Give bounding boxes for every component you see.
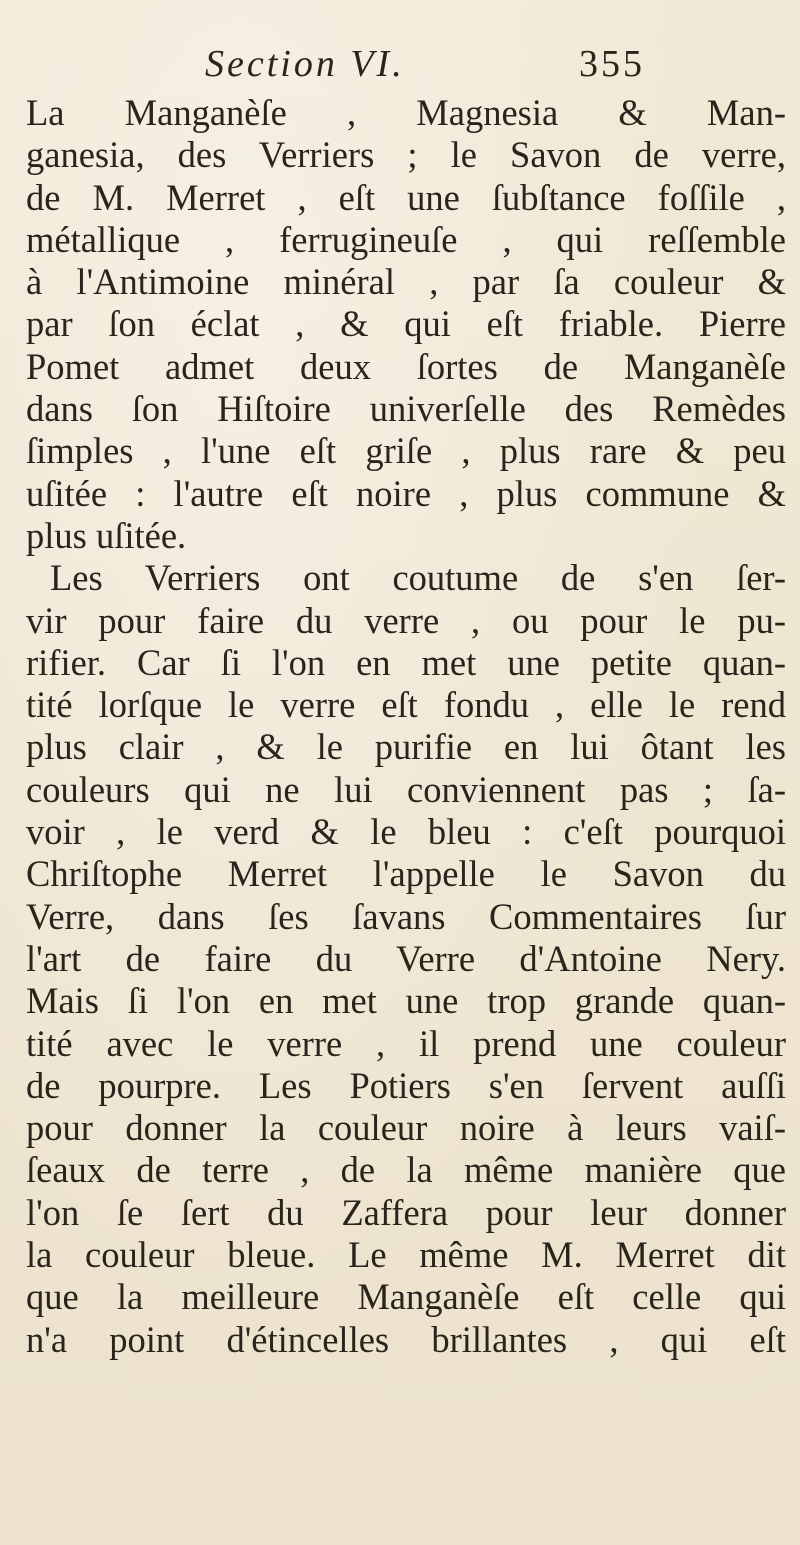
running-header (205, 42, 645, 90)
text-line: l'on ſe ſert du Zaffera pour leur donner (26, 1191, 786, 1233)
text-line: Les Verriers ont coutume de s'en ſer- (50, 557, 786, 599)
text-line: voir , le verd & le bleu : c'eſt pourquoi (26, 811, 786, 853)
text-line: plus clair , & le purifie en lui ôtant les (26, 726, 786, 768)
text-line: Mais ſi l'on en met une trop grande quan- (26, 980, 786, 1022)
text-line: l'art de faire du Verre d'Antoine Nery. (26, 937, 786, 979)
text-line: de pourpre. Les Potiers s'en ſervent auſſi (26, 1064, 786, 1106)
text-line: Verre, dans ſes ſavans Commentaires ſur (26, 895, 786, 937)
section-title: Section VI. (205, 43, 405, 85)
text-line: à l'Antimoine minéral , par ſa couleur & (26, 261, 786, 303)
text-line: de M. Merret , eſt une ſubſtance foſſile , (26, 176, 786, 218)
text-line: tité avec le verre , il prend une couleur (26, 1022, 786, 1064)
text-line: uſitée : l'autre eſt noire , plus commune & (26, 472, 786, 514)
page-number: 355 (579, 43, 645, 85)
text-line: n'a point d'étincelles brillantes , qui eſt (26, 1318, 786, 1360)
text-line: dans ſon Hiſtoire univerſelle des Remèdes (26, 388, 786, 430)
text-line: ganesia, des Verriers ; le Savon de verre, (26, 134, 786, 176)
text-line: ſimples , l'une eſt griſe , plus rare & peu (26, 430, 786, 472)
text-line: pour donner la couleur noire à leurs vaiſ- (26, 1107, 786, 1149)
text-line: que la meilleure Manganèſe eſt celle qui (26, 1276, 786, 1318)
text-line: rifier. Car ſi l'on en met une petite quan- (26, 641, 786, 683)
text-line: Pomet admet deux ſortes de Manganèſe (26, 345, 786, 387)
text-line: ſeaux de terre , de la même manière que (26, 1149, 786, 1191)
body-text (26, 92, 786, 1361)
text-line: Chriſtophe Merret l'appelle le Savon du (26, 853, 786, 895)
text-line: couleurs qui ne lui conviennent pas ; ſa- (26, 768, 786, 810)
text-line: plus uſitée. (26, 514, 187, 556)
text-line: vir pour faire du verre , ou pour le pu- (26, 599, 786, 641)
text-line: tité lorſque le verre eſt fondu , elle le rend (26, 684, 786, 726)
text-line: par ſon éclat , & qui eſt friable. Pierre (26, 303, 786, 345)
text-line: La Manganèſe , Magnesia & Man- (26, 92, 786, 133)
text-line: métallique , ferrugineuſe , qui reſſemble (26, 218, 786, 260)
text-line: la couleur bleue. Le même M. Merret dit (26, 1234, 786, 1276)
